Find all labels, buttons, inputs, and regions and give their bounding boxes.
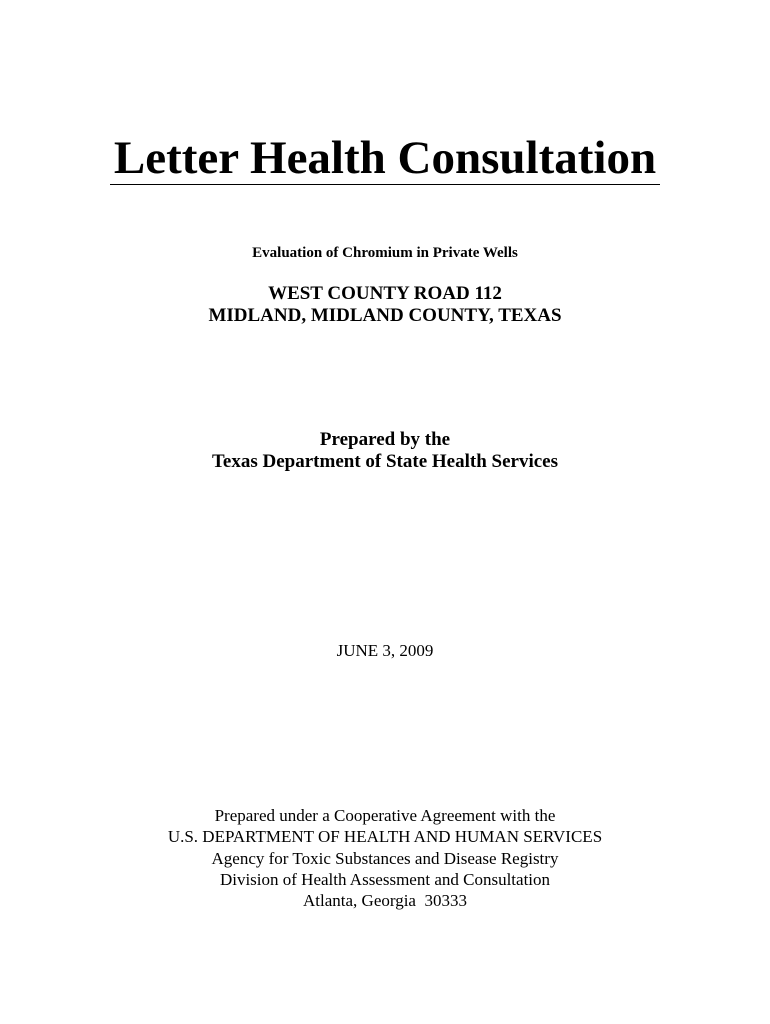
site-address-line-1: WEST COUNTY ROAD 112 xyxy=(268,283,502,304)
site-address-line-2: MIDLAND, MIDLAND COUNTY, TEXAS xyxy=(208,305,562,326)
title-underline xyxy=(110,184,660,185)
agreement-line-5: Atlanta, Georgia 30333 xyxy=(303,891,467,910)
document-date: JUNE 3, 2009 xyxy=(336,641,434,660)
agreement-line-2: U.S. DEPARTMENT OF HEALTH AND HUMAN SERVICES xyxy=(167,827,603,846)
prepared-by-label: Prepared by the xyxy=(319,429,451,450)
agreement-line-1: Prepared under a Cooperative Agreement with the xyxy=(214,806,556,825)
prepared-by-agency: Texas Department of State Health Services xyxy=(212,451,558,472)
agreement-line-3: Agency for Toxic Substances and Disease Registry xyxy=(211,849,559,868)
document-title: Letter Health Consultation xyxy=(113,132,657,184)
document-subtitle: Evaluation of Chromium in Private Wells xyxy=(252,245,518,261)
agreement-line-4: Division of Health Assessment and Consultation xyxy=(219,870,551,889)
